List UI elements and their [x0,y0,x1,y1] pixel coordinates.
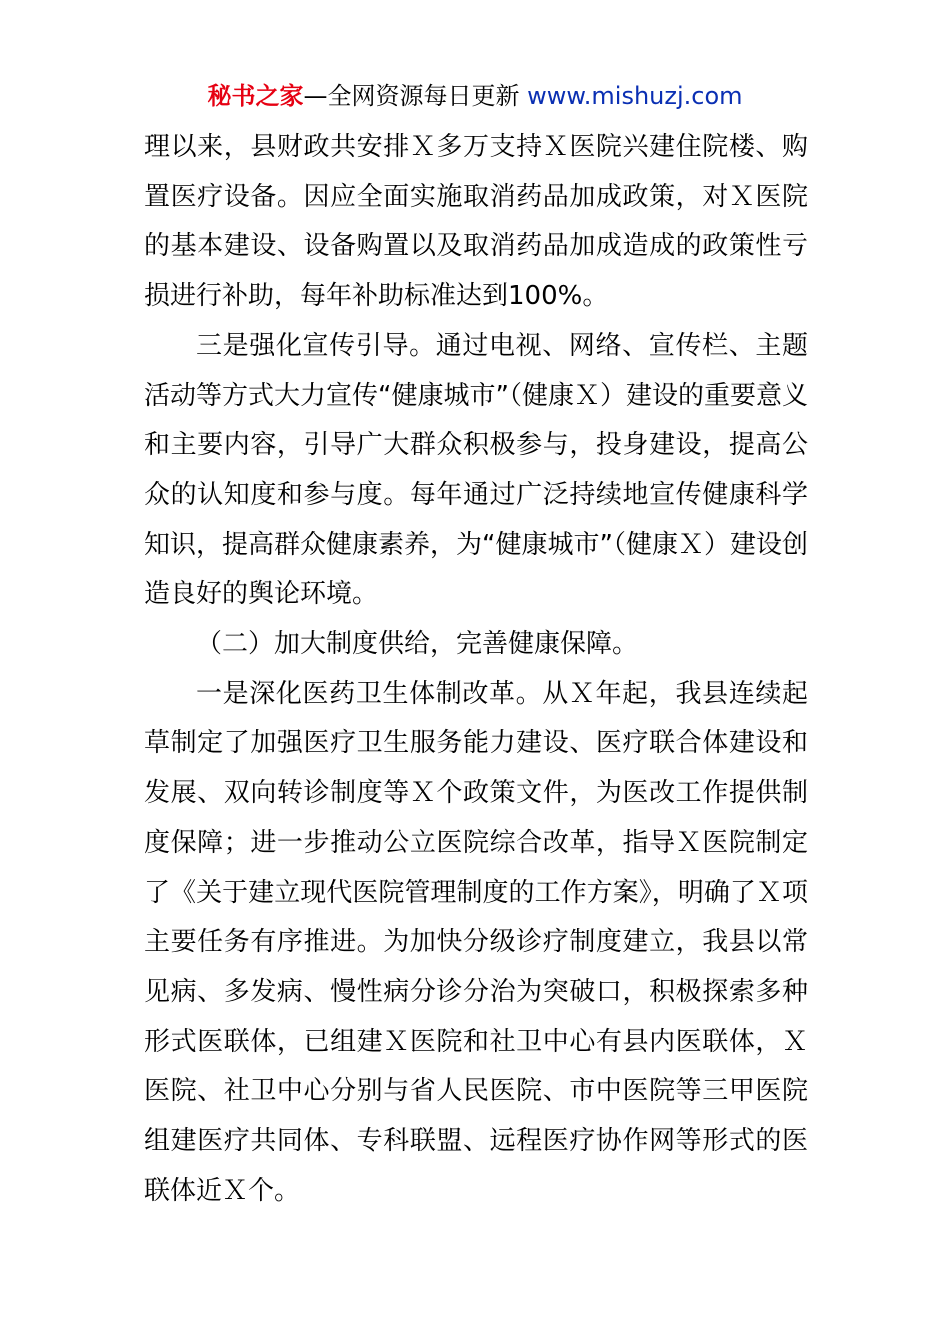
document-body [144,123,808,1216]
site-url-link[interactable]: www.mishuzj.com [527,82,743,110]
paragraph-publicity: 三是强化宣传引导。通过电视、网络、宣传栏、主题活动等方式大力宣传“健康城市”（健康Ｘ）建设的重要意义和主要内容，引导广大群众积极参与，投身建设，提高公众的认知度和参与度。每年通过广泛持续地宣传健康科学知识，提高群众健康素养，为“健康城市”（健康Ｘ）建设创造良好的舆论环境。 [144,330,808,610]
brand-name: 秘书之家 [207,82,304,110]
paragraph-medical-reform: 一是深化医药卫生体制改革。从Ｘ年起，我县连续起草制定了加强医疗卫生服务能力建设、医疗联合体建设和发展、双向转诊制度等Ｘ个政策文件，为医改工作提供制度保障；进一步推动公立医院综合改革，指导Ｘ医院制定了《关于建立现代医院管理制度的工作方案》，明确了Ｘ项主要任务有序推进。为加快分级诊疗制度建立，我县以常见病、多发病、慢性病分诊分治为突破口，积极探索多种形式医联体，已组建Ｘ医院和社卫中心有县内医联体，Ｘ医院、社卫中心分别与省人民医院、市中医院等三甲医院组建医疗共同体、专科联盟、远程医疗协作网等形式的医联体近Ｘ个。 [144,678,808,1206]
site-header [0,80,950,112]
header-tagline: —全网资源每日更新 [303,82,520,110]
paragraph-financial-support: 理以来，县财政共安排Ｘ多万支持Ｘ医院兴建住院楼、购置医疗设备。因应全面实施取消药品加成政策，对Ｘ医院的基本建设、设备购置以及取消药品加成造成的政策性亏损进行补助，每年补助标准达到100%。 [144,132,808,312]
section-heading: （二）加大制度供给，完善健康保障。 [196,629,639,660]
